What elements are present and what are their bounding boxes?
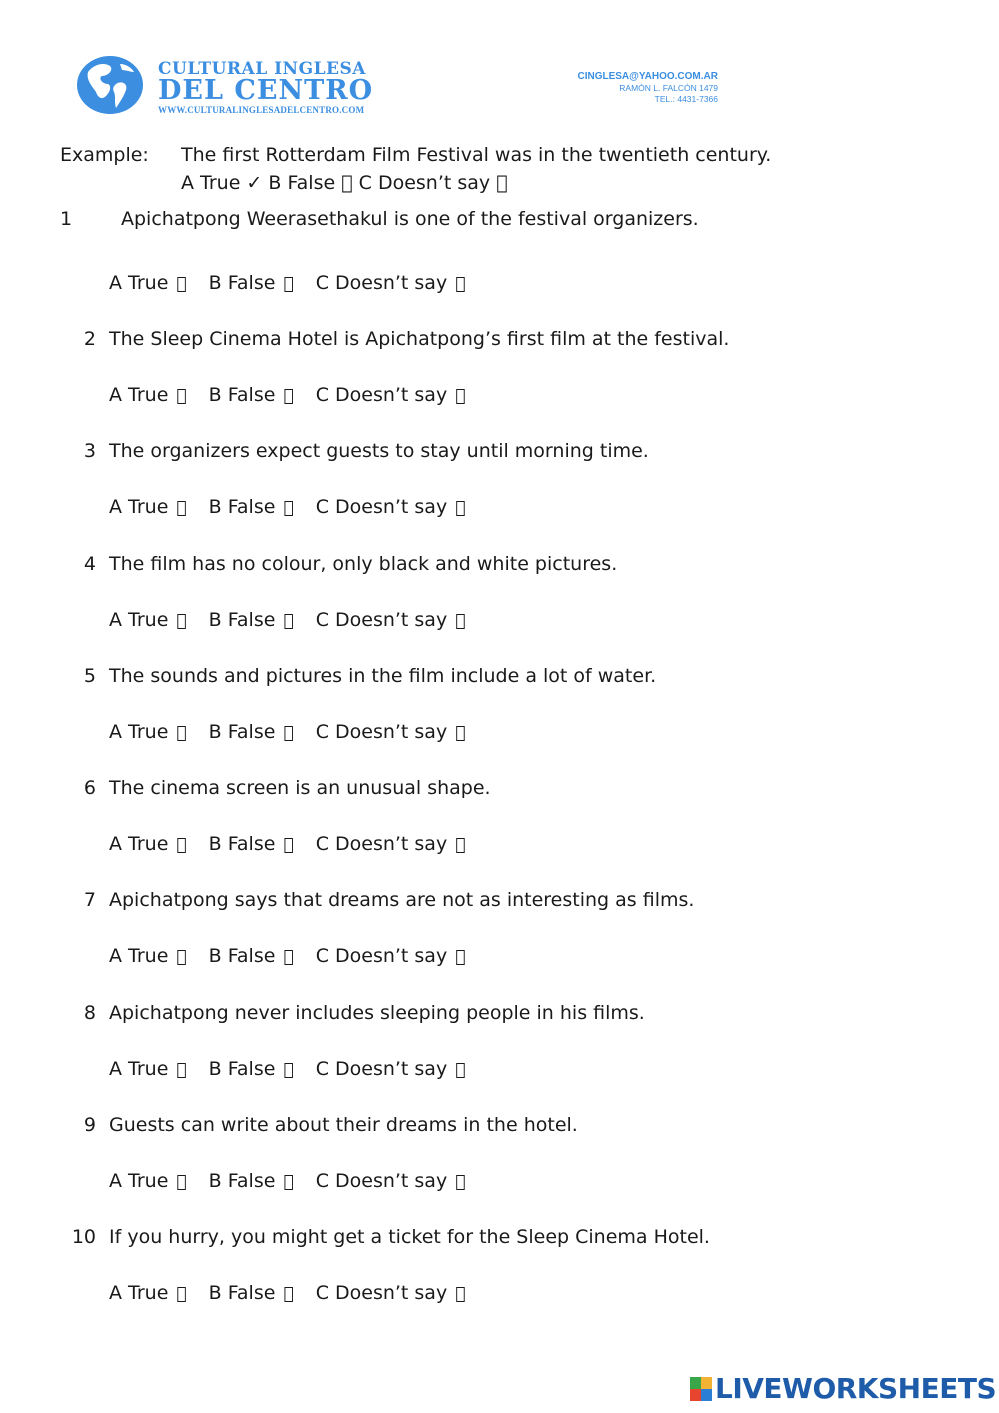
checkbox-true[interactable] <box>176 835 186 855</box>
answer-options <box>109 1058 481 1080</box>
option-doesnt-say[interactable]: C Doesn’t say <box>295 609 427 631</box>
checkbox-doesnt-say[interactable] <box>455 947 465 967</box>
question-text: Apichatpong says that dreams are not as interesting as films. <box>109 889 695 911</box>
checkbox-false[interactable] <box>283 1172 293 1192</box>
option-true[interactable]: A True <box>109 609 169 631</box>
brand-url: WWW.CULTURALINGLESADELCENTRO.COM <box>158 105 365 115</box>
answer-options <box>109 1282 481 1304</box>
globe-logo-icon <box>76 54 148 116</box>
option-doesnt-say[interactable]: C Doesn’t say <box>295 945 427 967</box>
question-number: 3 <box>83 440 96 462</box>
question-text: The cinema screen is an unusual shape. <box>109 777 491 799</box>
question-number: 8 <box>83 1002 96 1024</box>
answer-options <box>109 384 481 406</box>
checkbox-false[interactable] <box>283 498 293 518</box>
option-true[interactable]: A True <box>109 384 169 406</box>
example-label: Example: <box>60 144 149 166</box>
checkbox-doesnt-say[interactable] <box>455 611 465 631</box>
checkbox-doesnt-say[interactable] <box>455 1284 465 1304</box>
checkbox-false[interactable] <box>283 1060 293 1080</box>
option-true[interactable]: A True <box>109 833 169 855</box>
question-number: 9 <box>83 1114 96 1136</box>
checkbox-doesnt-say[interactable] <box>455 835 465 855</box>
option-false[interactable]: B False <box>198 609 266 631</box>
question-number: 6 <box>83 777 96 799</box>
liveworksheets-text: LIVEWORKSHEETS <box>715 1372 997 1405</box>
option-false[interactable]: B False <box>198 1282 266 1304</box>
question-number: 2 <box>83 328 96 350</box>
option-false[interactable]: B False <box>198 833 266 855</box>
checkbox-true[interactable] <box>176 723 186 743</box>
checkbox-false[interactable] <box>283 611 293 631</box>
answer-options <box>109 1170 481 1192</box>
option-doesnt-say[interactable]: C Doesn’t say <box>295 1170 427 1192</box>
brand-line2: DEL CENTRO <box>158 75 374 106</box>
liveworksheets-icon <box>690 1377 712 1401</box>
question-text: Guests can write about their dreams in the hotel. <box>109 1114 578 1136</box>
checkbox-false[interactable] <box>283 386 293 406</box>
option-doesnt-say[interactable]: C Doesn’t say <box>295 1282 427 1304</box>
example-statement: The first Rotterdam Film Festival was in the twentieth century. <box>181 144 772 166</box>
answer-options <box>109 496 481 518</box>
option-doesnt-say[interactable]: C Doesn’t say <box>295 1058 427 1080</box>
option-true[interactable]: A True <box>109 721 169 743</box>
brand-line1: CULTURAL INGLESA <box>158 59 366 79</box>
option-true[interactable]: A True <box>109 496 169 518</box>
option-true[interactable]: A True <box>109 272 169 294</box>
checkbox-false[interactable] <box>283 947 293 967</box>
answer-options <box>109 609 481 631</box>
question-text: The sounds and pictures in the film include a lot of water. <box>109 665 657 687</box>
checkbox-false[interactable] <box>283 1284 293 1304</box>
option-false[interactable]: B False <box>198 1170 266 1192</box>
checkbox-false[interactable] <box>283 723 293 743</box>
option-false[interactable]: B False <box>198 945 266 967</box>
contact-address: RAMÓN L. FALCÓN 1479 <box>619 83 718 93</box>
checkbox-doesnt-say[interactable] <box>455 498 465 518</box>
question-text: The film has no colour, only black and white pictures. <box>109 553 618 575</box>
option-false[interactable]: B False <box>198 384 266 406</box>
question-text: If you hurry, you might get a ticket for the Sleep Cinema Hotel. <box>109 1226 710 1248</box>
question-text: The organizers expect guests to stay until morning time. <box>109 440 649 462</box>
answer-options <box>109 945 481 967</box>
liveworksheets-logo <box>690 1374 996 1404</box>
option-doesnt-say[interactable]: C Doesn’t say <box>295 721 427 743</box>
option-false[interactable]: B False <box>198 496 266 518</box>
checkbox-true[interactable] <box>176 947 186 967</box>
question-number: 10 <box>71 1226 96 1248</box>
option-true[interactable]: A True <box>109 945 169 967</box>
answer-options <box>109 721 481 743</box>
checkbox-doesnt-say[interactable] <box>455 723 465 743</box>
checkbox-doesnt-say[interactable] <box>455 1172 465 1192</box>
question-text: The Sleep Cinema Hotel is Apichatpong’s first film at the festival. <box>109 328 730 350</box>
answer-options <box>109 833 481 855</box>
question-number: 1 <box>60 208 73 230</box>
question-number: 7 <box>83 889 96 911</box>
option-false[interactable]: B False <box>198 721 266 743</box>
question-text: Apichatpong Weerasethakul is one of the festival organizers. <box>121 208 699 230</box>
option-doesnt-say[interactable]: C Doesn’t say <box>295 496 427 518</box>
option-false[interactable]: B False <box>198 272 266 294</box>
checkbox-true[interactable] <box>176 386 186 406</box>
checkbox-doesnt-say[interactable] <box>455 274 465 294</box>
option-doesnt-say[interactable]: C Doesn’t say <box>295 272 427 294</box>
checkbox-true[interactable] <box>176 1060 186 1080</box>
contact-email: CINGLESA@YAHOO.COM.AR <box>577 71 718 82</box>
example-options: A True ✓ B False C Doesn’t say <box>181 172 473 194</box>
option-true[interactable]: A True <box>109 1058 169 1080</box>
checkbox-true[interactable] <box>176 1284 186 1304</box>
option-true[interactable]: A True <box>109 1170 169 1192</box>
brand-block <box>158 60 373 115</box>
option-true[interactable]: A True <box>109 1282 169 1304</box>
question-number: 4 <box>83 553 96 575</box>
checkbox-doesnt-say[interactable] <box>455 386 465 406</box>
checkbox-doesnt-say[interactable] <box>455 1060 465 1080</box>
question-number: 5 <box>83 665 96 687</box>
option-doesnt-say[interactable]: C Doesn’t say <box>295 833 427 855</box>
question-text: Apichatpong never includes sleeping people in his films. <box>109 1002 645 1024</box>
option-doesnt-say[interactable]: C Doesn’t say <box>295 384 427 406</box>
answer-options <box>109 272 481 294</box>
checkbox-true[interactable] <box>176 274 186 294</box>
checkbox-true[interactable] <box>176 498 186 518</box>
checkbox-true[interactable] <box>176 611 186 631</box>
checkbox-false[interactable] <box>283 835 293 855</box>
option-false[interactable]: B False <box>198 1058 266 1080</box>
checkbox-false[interactable] <box>283 274 293 294</box>
checkbox-true[interactable] <box>176 1172 186 1192</box>
contact-block <box>560 71 718 104</box>
contact-phone: TEL.: 4431-7366 <box>654 93 718 104</box>
